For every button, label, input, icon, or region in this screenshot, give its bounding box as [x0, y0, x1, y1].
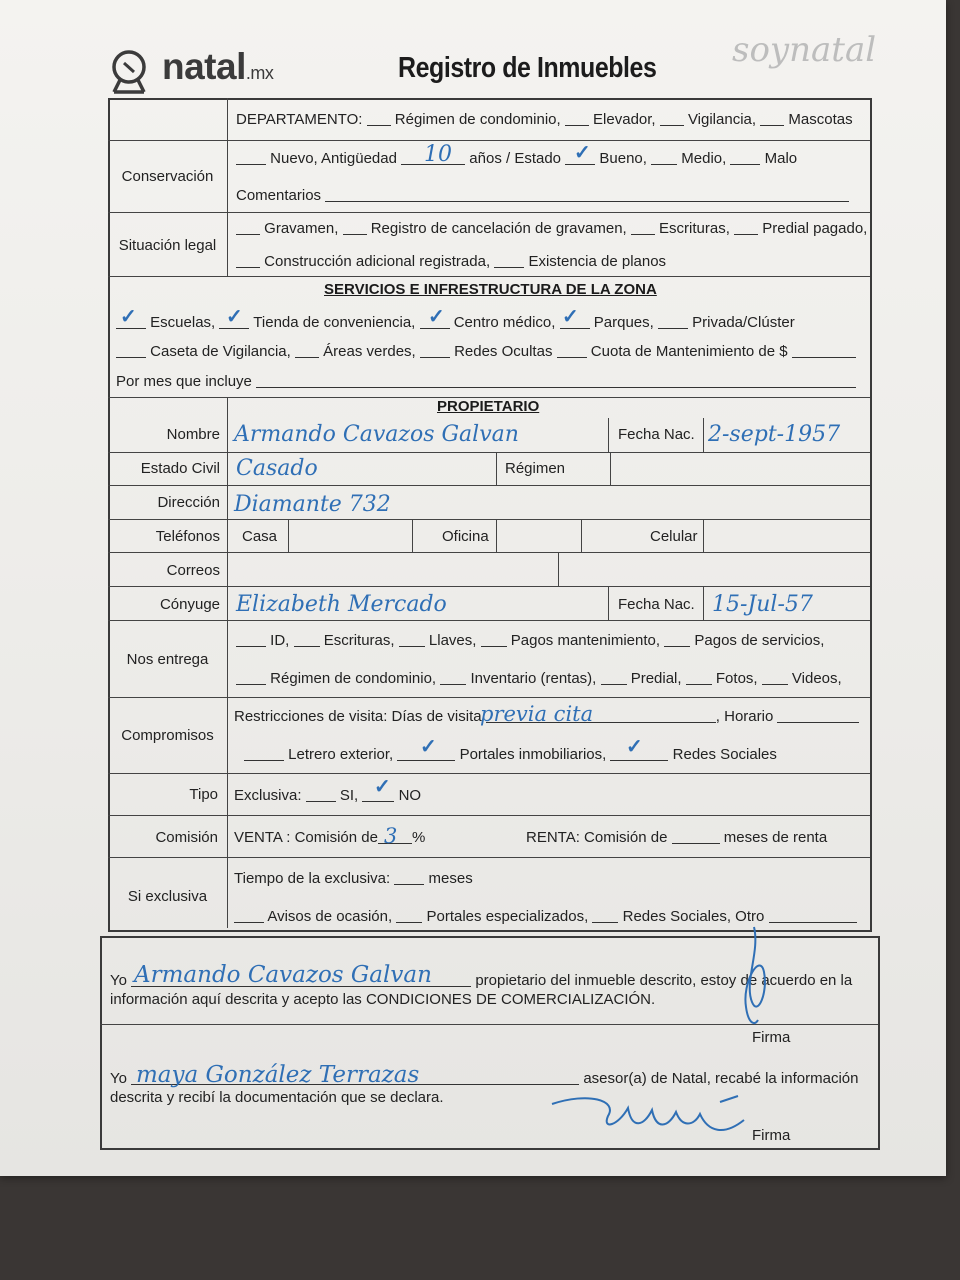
venta-text: VENTA : Comisión de	[234, 829, 378, 846]
entrega-item: Inventario (rentas),	[470, 670, 597, 687]
renta-field[interactable]	[672, 829, 720, 844]
blank-regimen[interactable]	[367, 111, 391, 126]
servicio-item: Caseta de Vigilancia,	[150, 343, 291, 360]
correos-label: Correos	[166, 562, 220, 579]
casa-label: Casa	[242, 528, 278, 545]
blank-vigilancia[interactable]	[660, 111, 684, 126]
comision-label: Comisión	[155, 829, 218, 846]
propietario-title: PROPIETARIO	[437, 398, 540, 415]
si-exclusiva-label: Si exclusiva	[127, 888, 208, 905]
tipo-label: Tipo	[189, 786, 218, 803]
tipo-line	[234, 787, 421, 804]
conservacion-line	[236, 150, 797, 167]
si-exclusiva-item: Redes Sociales, Otro	[622, 908, 765, 925]
pct-text: %	[411, 829, 426, 846]
blank-cuota[interactable]	[557, 343, 587, 358]
por-mes-field[interactable]	[256, 373, 856, 388]
page-title: Registro de Inmuebles	[398, 52, 657, 84]
fecha-nac-label: Fecha Nac.	[618, 426, 695, 443]
anos-text: años / Estado	[469, 150, 562, 167]
blank-predial2[interactable]	[601, 670, 627, 685]
bueno-text: Bueno,	[599, 150, 647, 167]
blank-pagos-serv[interactable]	[664, 632, 690, 647]
horario-field[interactable]	[777, 708, 859, 723]
blank-portales-esp[interactable]	[396, 908, 422, 923]
entrega-item: Llaves,	[428, 632, 477, 649]
compromisos-line2	[244, 746, 777, 763]
direccion-label: Dirección	[157, 494, 220, 511]
blank-avisos[interactable]	[234, 908, 264, 923]
cuota-field[interactable]	[792, 343, 856, 358]
compromiso-item: Letrero exterior,	[288, 746, 394, 763]
blank-elevador[interactable]	[565, 111, 589, 126]
horario-text: , Horario	[715, 708, 774, 725]
no-check-icon: ✓	[374, 776, 391, 798]
parques-check-icon: ✓	[562, 306, 579, 328]
blank-redes-otro[interactable]	[592, 908, 618, 923]
blank-regimen2[interactable]	[236, 670, 266, 685]
compromiso-item: Portales inmobiliarios,	[459, 746, 607, 763]
prop-text-1: propietario del inmueble descrito, estoy de acuerdo en la	[475, 972, 853, 989]
compromisos-label: Compromisos	[121, 727, 214, 744]
celular-label: Celular	[650, 528, 698, 545]
telefonos-label: Teléfonos	[155, 528, 220, 545]
situacion-line2	[236, 253, 666, 270]
comentarios-line	[236, 187, 849, 204]
blank-planos[interactable]	[494, 253, 524, 268]
departamento-item: Régimen de condominio,	[394, 111, 561, 128]
situacion-label: Situación legal	[118, 237, 217, 254]
departamento-item: Vigilancia,	[687, 111, 757, 128]
blank-fotos[interactable]	[686, 670, 712, 685]
situacion-item: Registro de cancelación de gravamen,	[370, 220, 627, 237]
no-text: NO	[398, 787, 422, 804]
nombre-value[interactable]: Armando Cavazos Galvan	[234, 422, 519, 447]
propietario-name-value: Armando Cavazos Galvan	[134, 962, 432, 988]
estado-civil-value[interactable]: Casado	[236, 456, 318, 481]
servicio-item: Tienda de conveniencia,	[253, 314, 416, 331]
situacion-item: Existencia de planos	[528, 253, 667, 270]
blank-pagos-mant[interactable]	[481, 632, 507, 647]
asesor-text-2: descrita y recibí la documentación que se declara.	[110, 1089, 444, 1106]
malo-text: Malo	[764, 150, 798, 167]
comentarios-field[interactable]	[325, 187, 849, 202]
blank-nuevo[interactable]	[236, 150, 266, 165]
servicios-line2	[116, 343, 856, 360]
entrega-item: Pagos de servicios,	[694, 632, 825, 649]
entrega-item: Videos,	[791, 670, 842, 687]
estado-civil-label: Estado Civil	[140, 460, 220, 477]
brand-script-mark: soynatal	[732, 30, 877, 70]
entrega-item: Fotos,	[715, 670, 758, 687]
compromiso-item: Redes Sociales	[672, 746, 777, 763]
redes-check-icon: ✓	[626, 736, 643, 758]
asesor-signature-icon	[548, 1086, 768, 1156]
entrega-line2	[236, 670, 842, 687]
servicio-item: Áreas verdes,	[323, 343, 416, 360]
natal-logo-icon	[110, 48, 150, 94]
firma-label-2: Firma	[752, 1127, 791, 1144]
entrega-item: ID,	[270, 632, 290, 649]
firma-label-1: Firma	[752, 1029, 791, 1046]
prop-text-2: información aquí descrita y acepto las CONDICIONES DE COMERCIALIZACIÓN.	[110, 991, 656, 1008]
servicio-item: Cuota de Mantenimiento de $	[590, 343, 788, 360]
tiempo-text: Tiempo de la exclusiva:	[234, 870, 391, 887]
logo-suffix: .mx	[245, 63, 274, 83]
tiempo-line	[234, 870, 473, 887]
renta-line	[526, 829, 827, 846]
regimen-label: Régimen	[505, 460, 566, 477]
blank-id[interactable]	[236, 632, 266, 647]
entrega-item: Escrituras,	[323, 632, 395, 649]
yo-label-2: Yo	[110, 1070, 127, 1087]
blank-cancelacion[interactable]	[343, 220, 367, 235]
por-mes-label: Por mes que incluye	[116, 373, 252, 390]
blank-escrituras2[interactable]	[294, 632, 320, 647]
si-field[interactable]	[306, 787, 336, 802]
servicios-line1	[116, 314, 795, 331]
departamento-item: Elevador,	[593, 111, 656, 128]
entrega-item: Pagos mantenimiento,	[510, 632, 661, 649]
si-exclusiva-item: Portales especializados,	[426, 908, 589, 925]
tienda-check-icon: ✓	[226, 306, 243, 328]
blank-mascotas[interactable]	[760, 111, 784, 126]
exclusiva-text: Exclusiva:	[234, 787, 302, 804]
situacion-item: Escrituras,	[659, 220, 730, 237]
servicios-title: SERVICIOS E INFRESTRUCTURA DE LA ZONA	[324, 281, 657, 298]
si-text: SI,	[339, 787, 359, 804]
servicio-item: Escuelas,	[150, 314, 216, 331]
servicios-line3	[116, 373, 856, 390]
dias-visita-value: previa cita	[480, 702, 594, 726]
comentarios-label: Comentarios	[236, 187, 322, 204]
situacion-item: Gravamen,	[264, 220, 339, 237]
propietario-signature-icon	[724, 922, 784, 1032]
antiguedad-value: 10	[424, 142, 452, 167]
blank-redes[interactable]	[420, 343, 450, 358]
yo-label: Yo	[110, 972, 127, 989]
blank-llaves[interactable]	[399, 632, 425, 647]
fecha-nac-value[interactable]: 2-sept-1957	[708, 422, 841, 447]
conyuge-fecha-label: Fecha Nac.	[618, 596, 695, 613]
meses-text: meses	[428, 870, 473, 887]
departamento-item: Mascotas	[788, 111, 853, 128]
venta-value: 3	[384, 824, 398, 848]
renta-text: RENTA: Comisión de	[526, 829, 668, 846]
nuevo-text: Nuevo, Antigüedad	[270, 150, 397, 167]
blank-videos[interactable]	[762, 670, 788, 685]
logo-wordmark	[162, 46, 273, 88]
meses-renta-text: meses de renta	[723, 829, 828, 846]
asesor-text-1: asesor(a) de Natal, recabé la información	[583, 1070, 859, 1087]
asesor-name-value: maya González Terrazas	[136, 1062, 420, 1088]
escuelas-check-icon: ✓	[120, 306, 137, 328]
entrega-line1	[236, 632, 824, 649]
conservacion-label: Conservación	[121, 168, 214, 185]
servicio-item: Centro médico,	[453, 314, 556, 331]
entrega-label: Nos entrega	[126, 651, 209, 668]
bueno-check-icon: ✓	[574, 142, 591, 164]
blank-medio[interactable]	[651, 150, 677, 165]
situacion-item: Predial pagado,	[762, 220, 868, 237]
servicio-item: Privada/Clúster	[692, 314, 795, 331]
portales-check-icon: ✓	[420, 736, 437, 758]
blank-construccion[interactable]	[236, 253, 260, 268]
blank-inventario[interactable]	[440, 670, 466, 685]
blank-escrituras[interactable]	[631, 220, 655, 235]
blank-malo[interactable]	[730, 150, 760, 165]
logo-text: natal	[162, 46, 246, 87]
blank-caseta[interactable]	[116, 343, 146, 358]
departamento-line	[236, 111, 853, 128]
situacion-item: Construcción adicional registrada,	[264, 253, 491, 270]
blank-letrero[interactable]	[244, 746, 284, 761]
medio-text: Medio,	[681, 150, 727, 167]
otro-field[interactable]	[769, 908, 857, 923]
nombre-label: Nombre	[166, 426, 220, 443]
centro-medico-check-icon: ✓	[428, 306, 445, 328]
oficina-label: Oficina	[442, 528, 489, 545]
entrega-item: Predial,	[630, 670, 682, 687]
conyuge-value[interactable]: Elizabeth Mercado	[236, 592, 447, 617]
entrega-item: Régimen de condominio,	[270, 670, 437, 687]
tiempo-field[interactable]	[394, 870, 424, 885]
blank-privada[interactable]	[658, 314, 688, 329]
blank-predial[interactable]	[734, 220, 758, 235]
si-exclusiva-item: Avisos de ocasión,	[267, 908, 393, 925]
conyuge-label: Cónyuge	[159, 596, 220, 613]
restricciones-text: Restricciones de visita: Días de visita	[234, 708, 482, 725]
departamento-label: DEPARTAMENTO:	[236, 111, 363, 128]
servicio-item: Redes Ocultas	[454, 343, 553, 360]
direccion-value[interactable]: Diamante 732	[234, 492, 391, 517]
servicio-item: Parques,	[593, 314, 654, 331]
situacion-line1	[236, 220, 867, 237]
conyuge-fecha-value[interactable]: 15-Jul-57	[712, 592, 813, 617]
blank-areas[interactable]	[295, 343, 319, 358]
blank-gravamen[interactable]	[236, 220, 260, 235]
